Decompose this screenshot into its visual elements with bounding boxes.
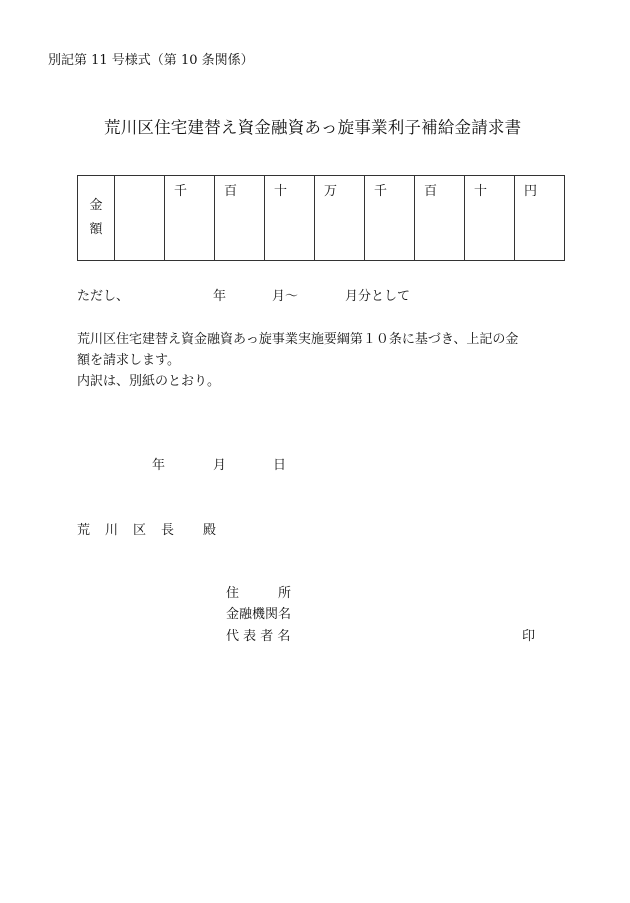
amount-digit-cell[interactable] <box>365 176 415 261</box>
date-year-label: 年 <box>152 458 166 473</box>
date-day-label: 日 <box>273 458 287 473</box>
amount-digit-cell[interactable] <box>165 176 215 261</box>
unit-label: 百 <box>424 184 438 199</box>
body-line-1: 荒川区住宅建替え資金融資あっ旋事業実施要綱第１０条に基づき、上記の金 <box>77 332 519 347</box>
representative-label: 代 表 者 名 <box>226 629 291 644</box>
amount-blank-cell[interactable] <box>115 176 165 261</box>
period-month-from-label: 月～ <box>272 289 299 304</box>
body-line-2: 額を請求します。 <box>77 353 180 368</box>
amount-digit-cell[interactable] <box>215 176 265 261</box>
unit-label: 千 <box>174 184 188 199</box>
period-month-to-label: 月分として <box>345 289 411 304</box>
period-prefix: ただし、 <box>77 289 130 304</box>
amount-digit-cell[interactable] <box>515 176 565 261</box>
amount-table <box>77 175 565 261</box>
unit-label: 円 <box>524 184 538 199</box>
amount-label-cell <box>78 176 115 261</box>
address-label: 住 所 <box>226 586 292 601</box>
amount-digit-cell[interactable] <box>265 176 315 261</box>
seal-mark: 印 <box>522 629 536 644</box>
date-month-label: 月 <box>213 458 227 473</box>
unit-label: 千 <box>374 184 388 199</box>
amount-label-top: 金 <box>89 198 103 213</box>
unit-label: 十 <box>274 184 288 199</box>
body-line-3: 内訳は、別紙のとおり。 <box>77 374 221 389</box>
unit-label: 万 <box>324 184 338 199</box>
bank-name-label: 金融機関名 <box>226 607 292 622</box>
amount-digit-cell[interactable] <box>465 176 515 261</box>
addressee: 荒 川 区 長 殿 <box>77 523 218 538</box>
period-year-label: 年 <box>213 289 227 304</box>
amount-label-bottom: 額 <box>89 222 103 237</box>
unit-label: 百 <box>224 184 238 199</box>
form-label: 別記第 11 号様式（第 10 条関係） <box>48 53 254 68</box>
amount-digit-cell[interactable] <box>315 176 365 261</box>
document-title: 荒川区住宅建替え資金融資あっ旋事業利子補給金請求書 <box>104 118 522 137</box>
unit-label: 十 <box>474 184 488 199</box>
amount-digit-cell[interactable] <box>415 176 465 261</box>
